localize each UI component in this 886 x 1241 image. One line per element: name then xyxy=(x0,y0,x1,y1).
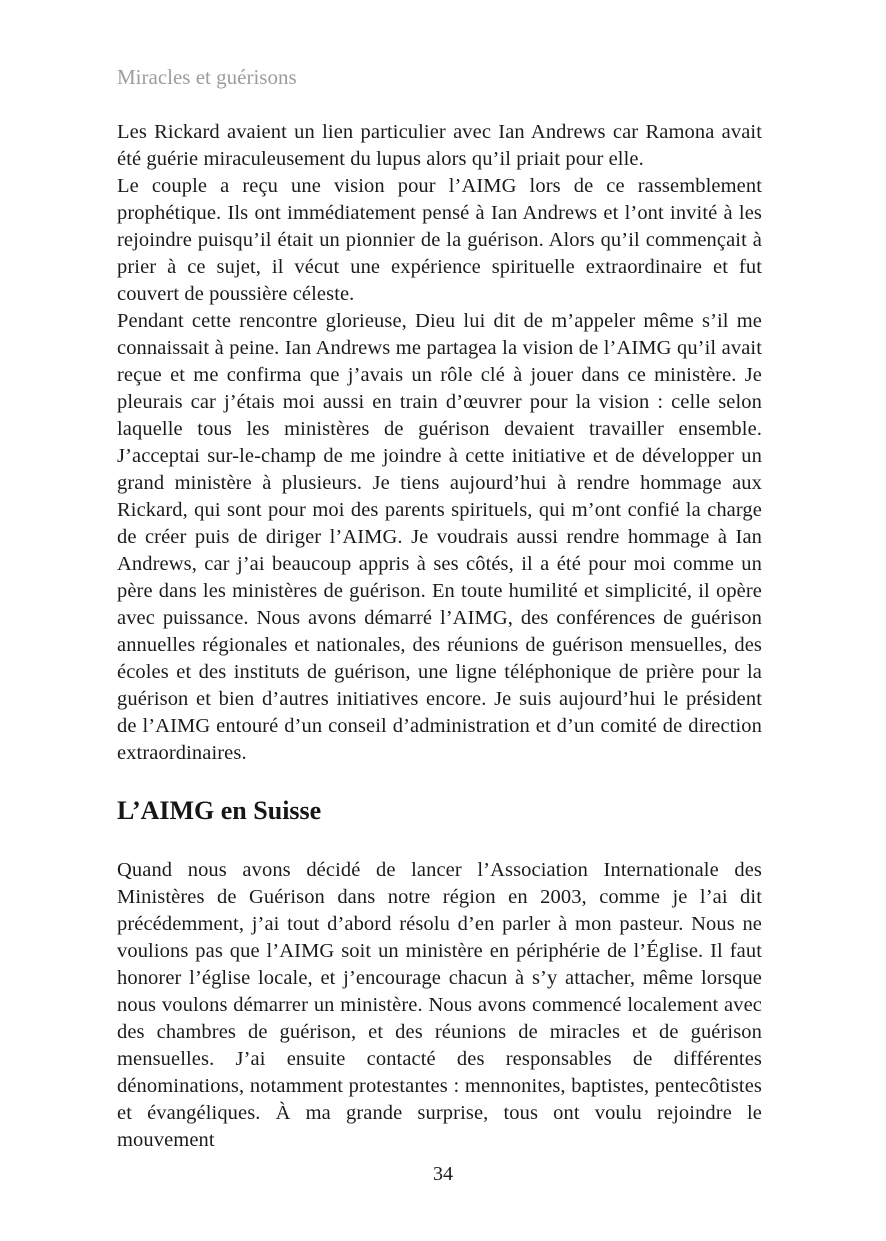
paragraph: Quand nous avons décidé de lancer l’Association Internationale des Ministères de Guérison dans notre région en 2003, comme je l’ai dit précédemment, j’ai tout d’abord résolu d’en parler à mon pasteur. Nous ne voulions pas que l’AIMG soit un ministère en périphérie de l’Église. Il faut honorer l’église locale, et j’encourage chacun à s’y attacher, même lorsque nous voulons démarrer un ministère. Nous avons commencé localement avec des chambres de guérison, et des réunions de miracles et de guérison mensuelles. J’ai ensuite contacté des responsables de différentes dénominations, notamment protestantes : mennonites, baptistes, pentecôtistes et évangéliques. À ma grande surprise, tous ont voulu rejoindre le mouvement xyxy=(117,859,762,1151)
running-header: Miracles et guérisons xyxy=(117,65,297,89)
body-text xyxy=(117,119,762,1154)
section-heading: L’AIMG en Suisse xyxy=(117,796,322,825)
paragraph: Les Rickard avaient un lien particulier avec Ian Andrews car Ramona avait été guérie miraculeusement du lupus alors qu’il priait pour elle. xyxy=(117,121,762,170)
paragraph: Le couple a reçu une vision pour l’AIMG lors de ce rassemblement prophétique. Ils ont immédiatement pensé à Ian Andrews et l’ont invité à les rejoindre puisqu’il était un pionnier de la guérison. Alors qu’il commençait à prier à ce sujet, il vécut une expérience spirituelle extraordinaire et fut couvert de poussière céleste. xyxy=(117,175,762,305)
page-number: 34 xyxy=(433,1163,453,1185)
paragraph: Pendant cette rencontre glorieuse, Dieu lui dit de m’appeler même s’il me connaissait à peine. Ian Andrews me partagea la vision de l’AIMG qu’il avait reçue et me confirma que j’avais un rôle clé à jouer dans ce ministère. Je pleurais car j’étais moi aussi en train d’œuvrer pour la vision : celle selon laquelle tous les ministères de guérison devaient travailler ensemble. J’acceptai sur-le-champ de me joindre à cette initiative et de développer un grand ministère à plusieurs. Je tiens aujourd’hui à rendre hommage aux Rickard, qui sont pour moi des parents spirituels, qui m’ont confié la charge de créer puis de diriger l’AIMG. Je voudrais aussi rendre hommage à Ian Andrews, car j’ai beaucoup appris à ses côtés, il a été pour moi comme un père dans les ministères de guérison. En toute humilité et simplicité, il opère avec puissance. Nous avons démarré l’AIMG, des conférences de guérison annuelles régionales et nationales, des réunions de guérison mensuelles, des écoles et des instituts de guérison, une ligne téléphonique de prière pour la guérison et bien d’autres initiatives encore. Je suis aujourd’hui le président de l’AIMG entouré d’un conseil d’administration et d’un comité de direction extraordinaires. xyxy=(117,310,762,764)
